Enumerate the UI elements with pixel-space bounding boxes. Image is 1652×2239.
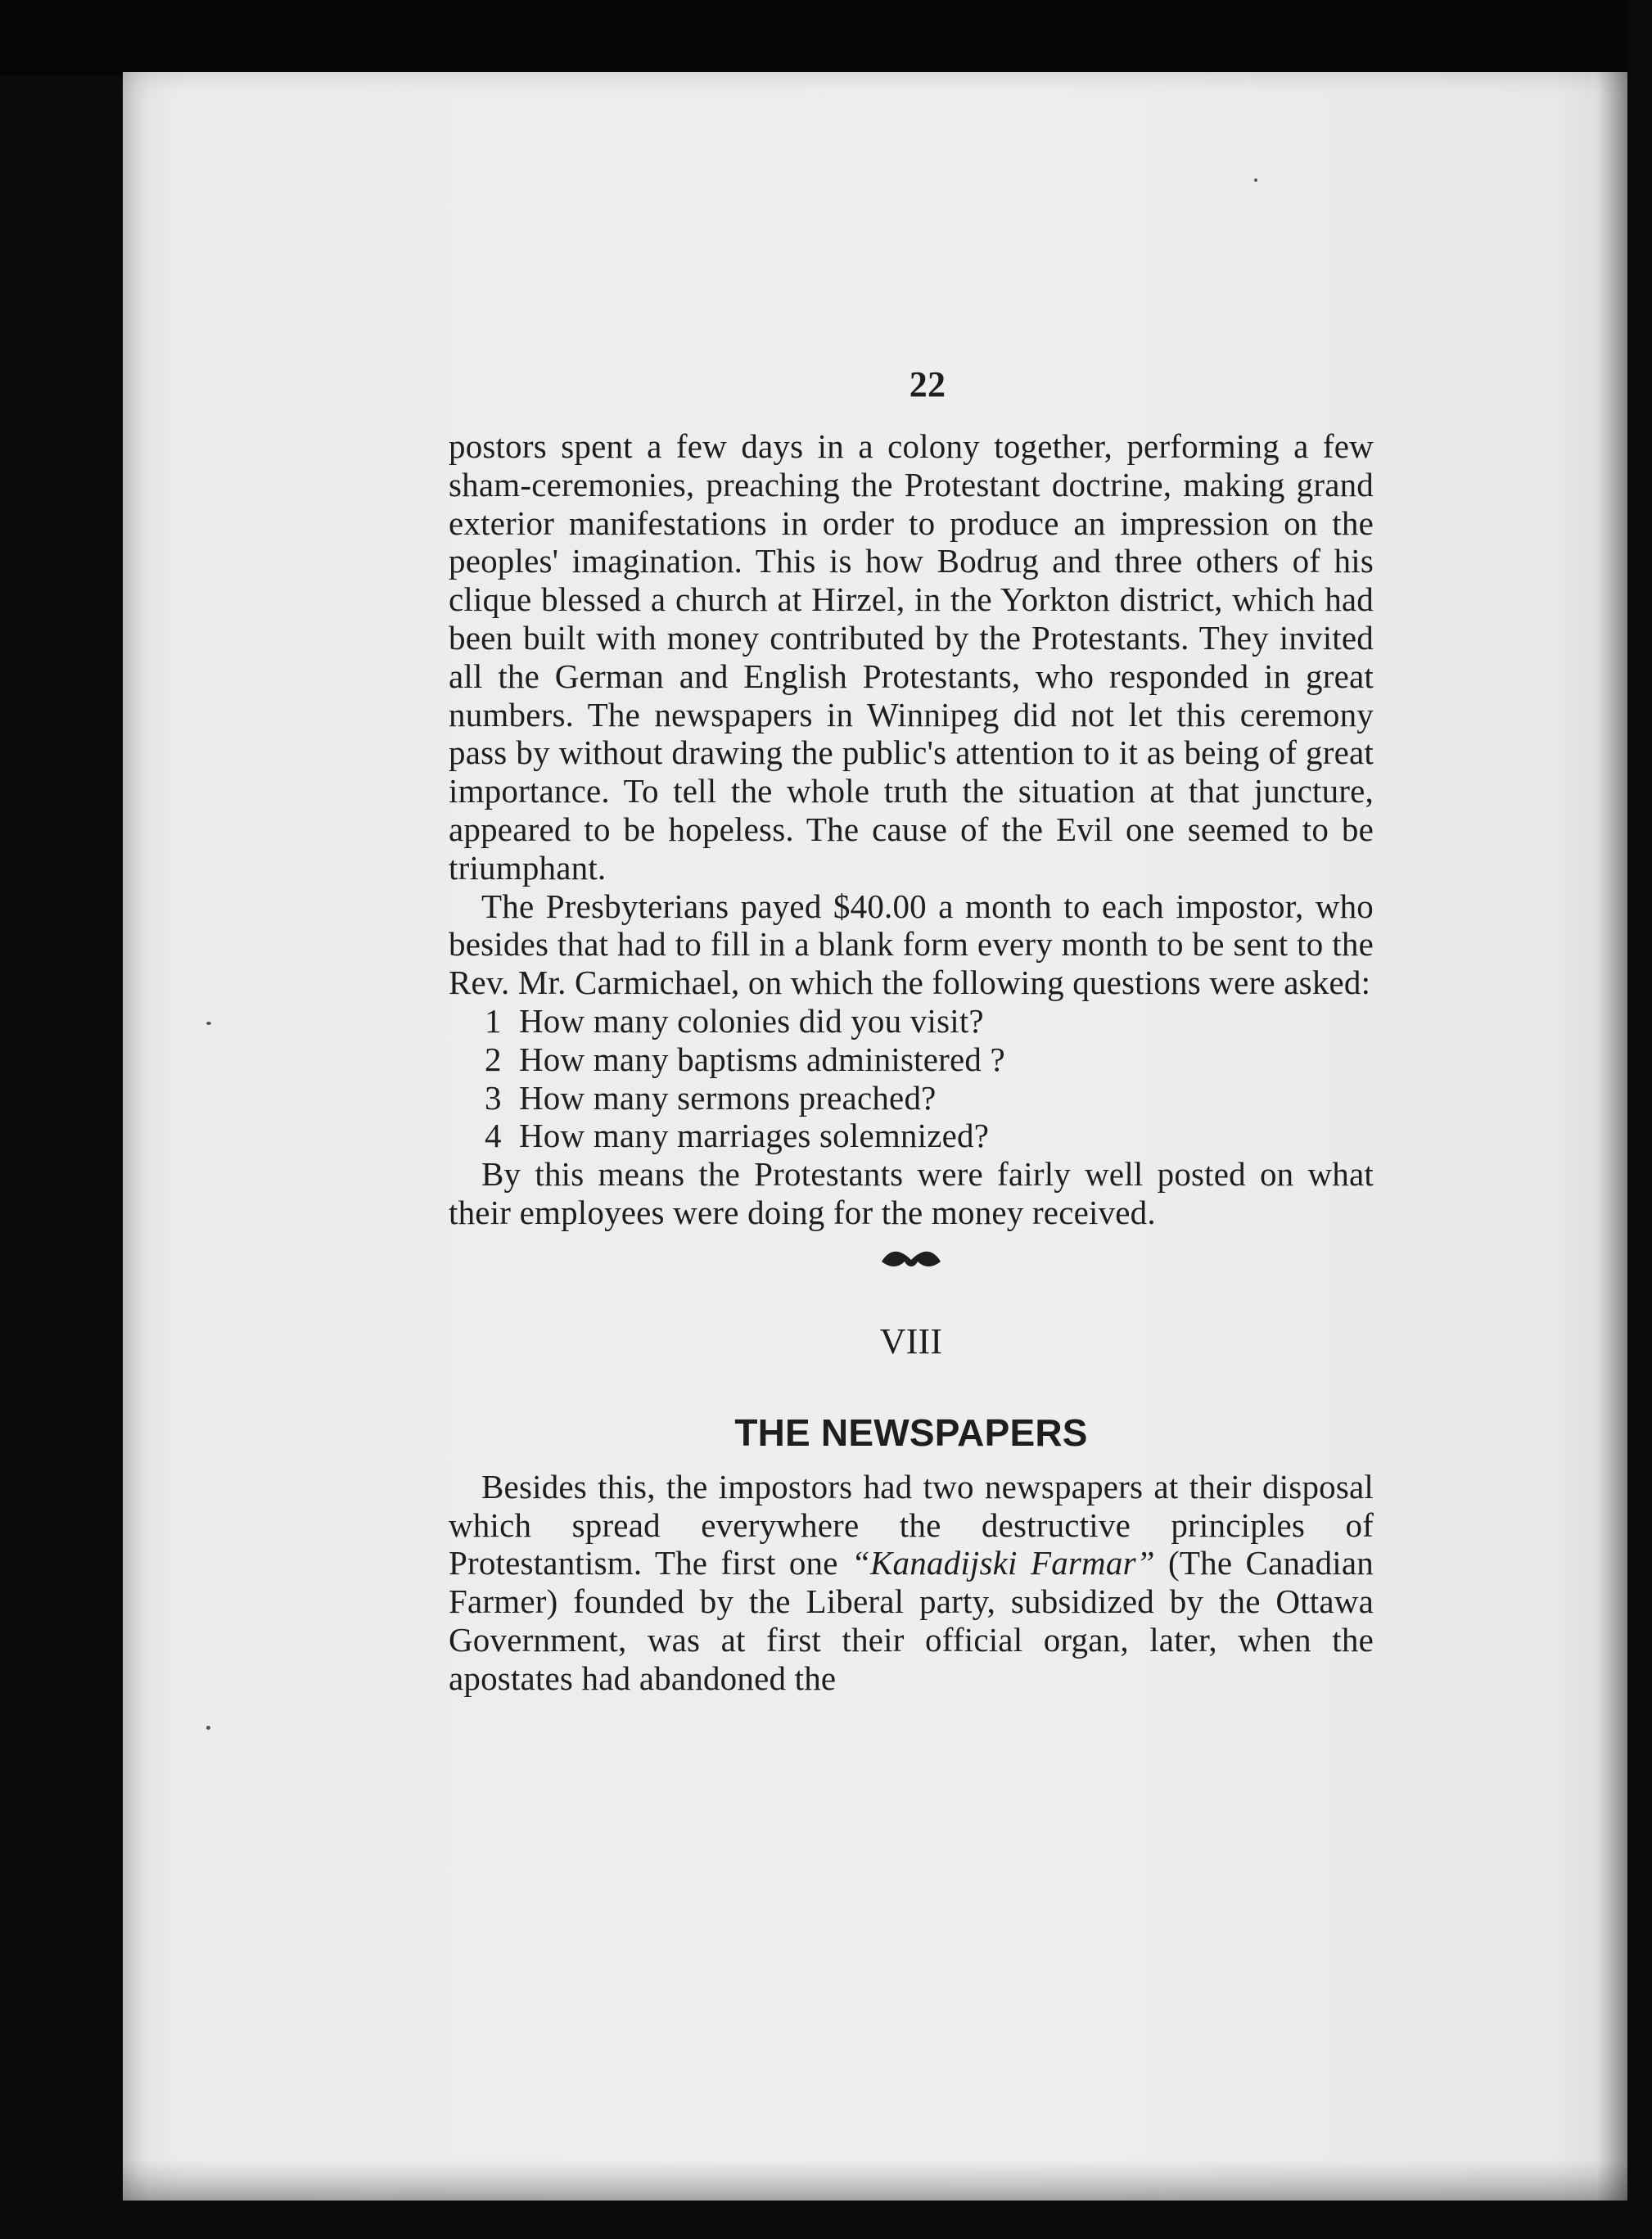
question-number: 4 xyxy=(485,1117,502,1155)
question-number: 2 xyxy=(485,1040,502,1078)
paragraph-presbyterians: The Presbyterians payed $40.00 a month to each impostor, who besides that had to fill in a blank form every month to be sent to the Rev. Mr. Carmichael, on which the following questions were asked: xyxy=(449,887,1374,1002)
film-speck xyxy=(206,1726,210,1730)
question-text: How many baptisms administered ? xyxy=(519,1040,1005,1078)
paragraph-means: By this means the Protestants were fairly well posted on what their employees were doing for the money received. xyxy=(449,1155,1374,1231)
question-item xyxy=(485,1041,1374,1079)
film-frame-right xyxy=(1627,0,1652,2239)
question-text: How many marriages solemnized? xyxy=(519,1117,990,1155)
paragraph-newspapers xyxy=(449,1468,1374,1698)
film-speck xyxy=(1254,178,1257,182)
question-text: How many colonies did you visit? xyxy=(519,1001,984,1040)
paragraph-text: Besides this, the impostors had two newspapers at their disposal which spread everywhere the destructive principles of Protestantism. The first one xyxy=(449,1467,1374,1582)
page-edge-shadow xyxy=(1596,72,1629,2201)
ornament-divider-icon xyxy=(449,1244,1374,1301)
question-text: How many sermons preached? xyxy=(519,1078,937,1117)
questions-list xyxy=(449,1002,1374,1155)
newspaper-name: “Kanadijski Farmar” xyxy=(851,1544,1155,1582)
page-text xyxy=(449,352,1374,1698)
question-item xyxy=(485,1117,1374,1155)
fleuron-icon xyxy=(878,1244,944,1276)
question-number: 3 xyxy=(485,1078,502,1117)
chapter-title: THE NEWSPAPERS xyxy=(734,1411,1088,1454)
question-item xyxy=(485,1002,1374,1041)
page-number: 22 xyxy=(909,364,946,404)
question-item xyxy=(485,1079,1374,1117)
question-number: 1 xyxy=(485,1001,502,1040)
paragraph-text: (The Canadian Farmer) founded by the Liberal party, subsidized by the Ottawa Government, was at first their official organ, later, when the apostates had abandoned the xyxy=(449,1544,1374,1697)
film-speck xyxy=(206,1022,211,1025)
film-frame-top xyxy=(0,0,1652,75)
page-bottom-shadow xyxy=(123,2160,1629,2201)
chapter-number: VIII xyxy=(879,1320,943,1361)
paragraph-intro: postors spent a few days in a colony together, performing a few sham-ceremonies, preaching the Protestant doctrine, making grand exterior manifestations in order to produce an impression on the peoples' imagination. This is how Bodrug and three others of his clique blessed a church at Hirzel, in the Yorkton district, which had been built with money contributed by the Protestants. They invited all the German and English Protestants, who responded in great numbers. The newspapers in Winnipeg did not let this ceremony pass by without drawing the public's attention to it as being of great importance. To tell the whole truth the situation at that juncture, appeared to be hopeless. The cause of the Evil one seemed to be triumphant. xyxy=(449,427,1374,887)
